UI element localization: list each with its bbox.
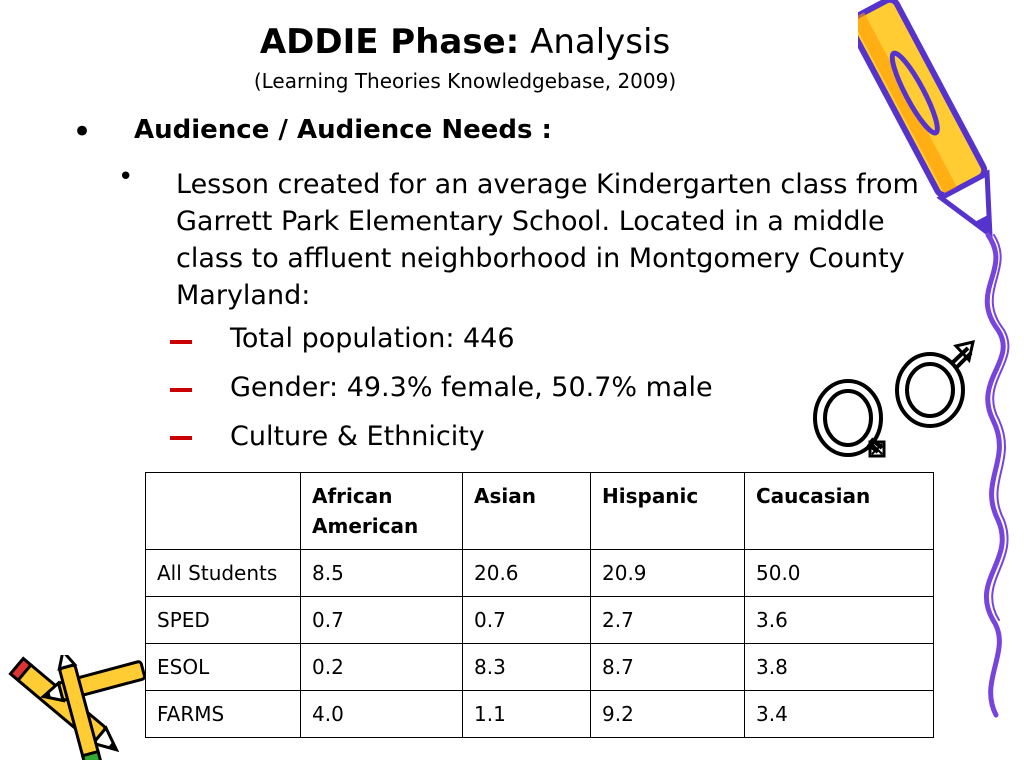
table-cell: All Students xyxy=(146,550,301,597)
bullet-audience: Audience / Audience Needs : xyxy=(134,115,552,145)
bullet-culture: Culture & Ethnicity xyxy=(230,421,485,452)
table-cell: 1.1 xyxy=(463,691,591,738)
table-cell: FARMS xyxy=(146,691,301,738)
bullet-dot: • xyxy=(118,162,134,192)
scribble-decoration xyxy=(958,230,1020,720)
dash-marker xyxy=(170,436,192,440)
table-header-row xyxy=(146,473,934,550)
table-cell: 8.7 xyxy=(591,644,745,691)
table-row xyxy=(146,597,934,644)
pencils-icon xyxy=(0,655,150,760)
pencil-icon xyxy=(858,0,998,245)
title-normal: Analysis xyxy=(530,22,671,62)
table-cell: ESOL xyxy=(146,644,301,691)
ethnicity-table xyxy=(145,472,934,738)
table-cell: 2.7 xyxy=(591,597,745,644)
table-cell: 20.9 xyxy=(591,550,745,597)
header-cell: Asian xyxy=(463,473,591,550)
slide-subtitle: (Learning Theories Knowledgebase, 2009) xyxy=(253,69,677,93)
gender-symbols-icon xyxy=(808,336,983,462)
title-bold: ADDIE Phase: xyxy=(259,22,520,62)
table-cell: 8.5 xyxy=(301,550,463,597)
header-cell xyxy=(146,473,301,550)
table-row xyxy=(146,644,934,691)
table-cell: 3.6 xyxy=(745,597,934,644)
table-cell: 0.2 xyxy=(301,644,463,691)
header-cell: Caucasian xyxy=(745,473,934,550)
table-row xyxy=(146,691,934,738)
table-cell: 0.7 xyxy=(301,597,463,644)
table-row xyxy=(146,550,934,597)
table-cell: 3.4 xyxy=(745,691,934,738)
bullet-population: Total population: 446 xyxy=(230,323,515,354)
table-cell: 50.0 xyxy=(745,550,934,597)
dash-marker xyxy=(170,340,192,344)
bullet-dot: • xyxy=(72,112,93,152)
header-cell: Hispanic xyxy=(591,473,745,550)
table-cell: 3.8 xyxy=(745,644,934,691)
bullet-lesson-description: Lesson created for an average Kindergarten class from Garrett Park Elementary School. Located in a middle class to affluent neighborhood in Montgomery County Maryland: xyxy=(176,169,919,311)
table-cell: 4.0 xyxy=(301,691,463,738)
table-cell: 8.3 xyxy=(463,644,591,691)
table-cell: 20.6 xyxy=(463,550,591,597)
dash-marker xyxy=(170,388,192,392)
header-cell: African American xyxy=(301,473,463,550)
table-cell: 0.7 xyxy=(463,597,591,644)
table-cell: 9.2 xyxy=(591,691,745,738)
bullet-gender: Gender: 49.3% female, 50.7% male xyxy=(230,372,713,403)
slide-title xyxy=(0,22,930,62)
table-cell: SPED xyxy=(146,597,301,644)
